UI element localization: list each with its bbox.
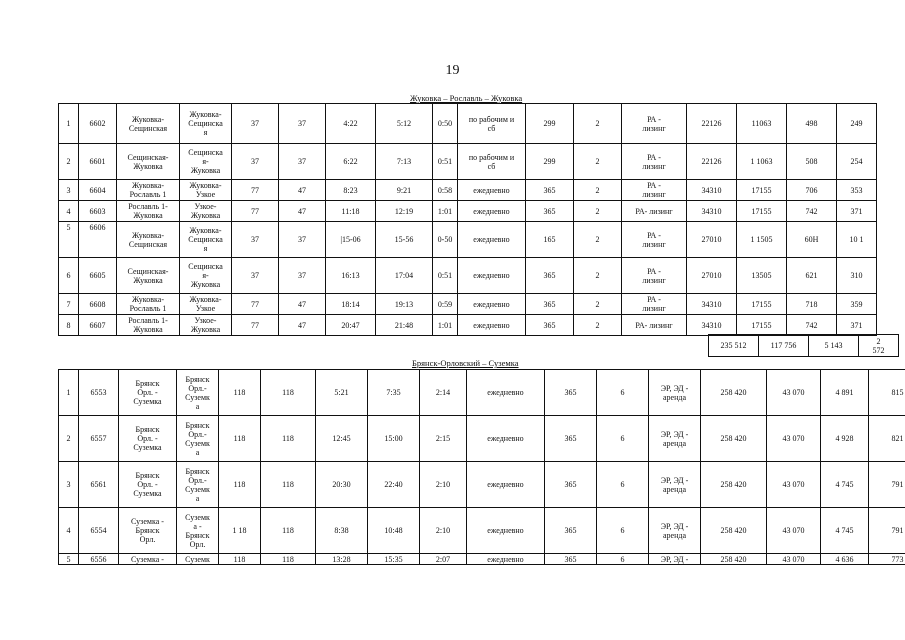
cell-value-c: 498 (787, 104, 837, 144)
cell-cars: 2 (574, 104, 622, 144)
cell-arrival-time: 7:13 (376, 144, 433, 180)
cell-cars: 2 (574, 144, 622, 180)
cell-row-number: 5 (59, 222, 79, 258)
cell-schedule: ежедневно (467, 416, 545, 462)
cell-departure-time: 20:30 (316, 462, 368, 508)
cell-schedule: по рабочим и сб (458, 104, 526, 144)
cell-cars: 6 (597, 416, 649, 462)
cell-row-number: 1 (59, 104, 79, 144)
cell-distance-paid-km: 47 (279, 201, 326, 222)
cell-value-d: 359 (837, 294, 877, 315)
cell-days-per-year: 365 (545, 462, 597, 508)
cell-route: Рославль 1- Жуковка (117, 201, 180, 222)
cell-days-per-year: 365 (526, 258, 574, 294)
cell-travel-time: 2:10 (420, 462, 467, 508)
cell-schedule: ежедневно (458, 258, 526, 294)
cell-rolling-stock: ЭР, ЭД - аренда (649, 508, 701, 554)
section-title-bryansk-suzemka: Брянск-Орловский – Суземка (412, 358, 519, 368)
cell-value-b: 13505 (737, 258, 787, 294)
cell-value-c: 60Н (787, 222, 837, 258)
cell-value-d: 254 (837, 144, 877, 180)
cell-cars: 2 (574, 201, 622, 222)
cell-departure-time: 20:47 (326, 315, 376, 336)
cell-value-a: 22126 (687, 144, 737, 180)
cell-route-segment: Узкое- Жуковка (180, 315, 232, 336)
cell-distance-km: 77 (232, 180, 279, 201)
cell-arrival-time: 15:35 (368, 554, 420, 565)
cell-distance-paid-km: 118 (261, 462, 316, 508)
cell-cars: 6 (597, 370, 649, 416)
cell-value-a: 34310 (687, 294, 737, 315)
cell-schedule: ежедневно (467, 462, 545, 508)
cell-distance-km: 37 (232, 144, 279, 180)
cell-train-number: 6557 (79, 416, 119, 462)
cell-schedule: ежедневно (458, 294, 526, 315)
cell-train-number: 6608 (79, 294, 117, 315)
cell-distance-km: 77 (232, 315, 279, 336)
cell-row-number: 6 (59, 258, 79, 294)
cell-schedule: ежедневно (458, 222, 526, 258)
cell-value-b: 43 070 (767, 370, 821, 416)
cell-rolling-stock: РА - лизинг (622, 294, 687, 315)
table-row (59, 315, 877, 336)
table-row (59, 370, 905, 416)
section-title-zhukovka-roslavl: Жуковка – Рославль – Жуковка (410, 93, 523, 103)
cell-departure-time: 8:38 (316, 508, 368, 554)
totals-table (708, 334, 899, 357)
cell-departure-time: 8:23 (326, 180, 376, 201)
cell-train-number: 6553 (79, 370, 119, 416)
cell-value-b: 43 070 (767, 554, 821, 565)
cell-distance-paid-km: 37 (279, 258, 326, 294)
cell-value-a: 34310 (687, 180, 737, 201)
cell-days-per-year: 365 (526, 294, 574, 315)
table-row (59, 104, 877, 144)
cell-travel-time: 1:01 (433, 315, 458, 336)
cell-arrival-time: 19:13 (376, 294, 433, 315)
cell-value-c: 742 (787, 201, 837, 222)
cell-departure-time: |15-06 (326, 222, 376, 258)
cell-route: Сещинская- Жуковка (117, 258, 180, 294)
cell-value-a: 27010 (687, 258, 737, 294)
cell-value-c: 718 (787, 294, 837, 315)
cell-distance-paid-km: 118 (261, 508, 316, 554)
cell-value-d: 353 (837, 180, 877, 201)
cell-distance-km: 37 (232, 258, 279, 294)
cell-train-number: 6603 (79, 201, 117, 222)
cell-route-segment: Жуковка- Узкое (180, 294, 232, 315)
cell-schedule: ежедневно (458, 180, 526, 201)
table-row (59, 508, 905, 554)
cell-distance-km: 118 (219, 370, 261, 416)
cell-route-segment: Брянск Орл.- Суземк а (177, 370, 219, 416)
cell-route: Брянск Орл. - Суземка (119, 462, 177, 508)
cell-value-c: 4 636 (821, 554, 869, 565)
cell-value-c: 4 745 (821, 462, 869, 508)
cell-row-number: 2 (59, 416, 79, 462)
cell-distance-km: 118 (219, 554, 261, 565)
cell-value-b: 17155 (737, 294, 787, 315)
cell-value-c: 508 (787, 144, 837, 180)
cell-rolling-stock: РА - лизинг (622, 144, 687, 180)
cell-travel-time: 0:51 (433, 258, 458, 294)
schedule-table-bryansk-suzemka (58, 369, 905, 565)
total-cell: 5 143 (809, 335, 859, 357)
cell-train-number: 6602 (79, 104, 117, 144)
cell-value-d: 773 (869, 554, 905, 565)
table-row (59, 294, 877, 315)
cell-train-number: 6605 (79, 258, 117, 294)
cell-route-segment: Жуковка- Сещинска я (180, 222, 232, 258)
cell-days-per-year: 365 (545, 508, 597, 554)
cell-distance-paid-km: 47 (279, 180, 326, 201)
cell-days-per-year: 299 (526, 144, 574, 180)
cell-value-a: 27010 (687, 222, 737, 258)
cell-arrival-time: 21:48 (376, 315, 433, 336)
cell-value-d: 815 (869, 370, 905, 416)
cell-value-c: 4 928 (821, 416, 869, 462)
cell-rolling-stock: ЭР, ЭД - аренда (649, 462, 701, 508)
cell-route: Рославль 1- Жуковка (117, 315, 180, 336)
cell-route: Жуковка- Сещинская (117, 104, 180, 144)
cell-row-number: 2 (59, 144, 79, 180)
cell-route: Суземка - (119, 554, 177, 565)
table-row (59, 462, 905, 508)
cell-schedule: ежедневно (467, 370, 545, 416)
cell-route: Суземка - Брянск Орл. (119, 508, 177, 554)
cell-distance-paid-km: 118 (261, 416, 316, 462)
cell-value-d: 371 (837, 201, 877, 222)
cell-row-number: 7 (59, 294, 79, 315)
cell-train-number: 6604 (79, 180, 117, 201)
cell-distance-km: 77 (232, 294, 279, 315)
cell-departure-time: 6:22 (326, 144, 376, 180)
cell-value-d: 371 (837, 315, 877, 336)
cell-value-b: 1 1505 (737, 222, 787, 258)
cell-value-a: 34310 (687, 201, 737, 222)
cell-travel-time: 0:51 (433, 144, 458, 180)
cell-cars: 6 (597, 462, 649, 508)
cell-value-b: 43 070 (767, 462, 821, 508)
cell-cars: 2 (574, 180, 622, 201)
cell-value-b: 43 070 (767, 508, 821, 554)
cell-departure-time: 11:18 (326, 201, 376, 222)
cell-route-segment: Узкое- Жуковка (180, 201, 232, 222)
cell-train-number: 6606 (79, 222, 117, 258)
cell-rolling-stock: РА- лизинг (622, 201, 687, 222)
cell-travel-time: 0:58 (433, 180, 458, 201)
page-number: 19 (445, 63, 460, 78)
cell-value-a: 258 420 (701, 462, 767, 508)
cell-departure-time: 13:28 (316, 554, 368, 565)
cell-cars: 6 (597, 554, 649, 565)
cell-route: Жуковка- Рославль 1 (117, 294, 180, 315)
cell-row-number: 8 (59, 315, 79, 336)
cell-distance-paid-km: 37 (279, 222, 326, 258)
cell-value-d: 310 (837, 258, 877, 294)
cell-days-per-year: 365 (526, 201, 574, 222)
cell-rolling-stock: ЭР, ЭД - (649, 554, 701, 565)
cell-schedule: по рабочим и сб (458, 144, 526, 180)
cell-distance-km: 77 (232, 201, 279, 222)
cell-rolling-stock: ЭР, ЭД - аренда (649, 370, 701, 416)
cell-route-segment: Жуковка- Сещинска я (180, 104, 232, 144)
cell-cars: 2 (574, 258, 622, 294)
cell-travel-time: 0-50 (433, 222, 458, 258)
cell-value-b: 17155 (737, 180, 787, 201)
cell-train-number: 6607 (79, 315, 117, 336)
cell-route: Брянск Орл. - Суземка (119, 416, 177, 462)
schedule-table-zhukovka-roslavl (58, 103, 877, 336)
cell-route: Жуковка- Сещинская (117, 222, 180, 258)
cell-route-segment: Суземк (177, 554, 219, 565)
cell-value-c: 4 745 (821, 508, 869, 554)
cell-route: Брянск Орл. - Суземка (119, 370, 177, 416)
cell-distance-km: 118 (219, 416, 261, 462)
cell-travel-time: 2:15 (420, 416, 467, 462)
cell-route: Жуковка- Рославль 1 (117, 180, 180, 201)
cell-value-d: 249 (837, 104, 877, 144)
cell-distance-paid-km: 118 (261, 554, 316, 565)
cell-distance-paid-km: 118 (261, 370, 316, 416)
cell-route-segment: Жуковка- Узкое (180, 180, 232, 201)
cell-route: Сещинская- Жуковка (117, 144, 180, 180)
cell-route-segment: Сещинска я- Жуковка (180, 144, 232, 180)
cell-distance-paid-km: 47 (279, 294, 326, 315)
cell-schedule: ежедневно (467, 554, 545, 565)
cell-route-segment: Брянск Орл.- Суземк а (177, 462, 219, 508)
cell-route-segment: Сещинска я- Жуковка (180, 258, 232, 294)
cell-value-a: 22126 (687, 104, 737, 144)
cell-days-per-year: 365 (545, 416, 597, 462)
cell-row-number: 4 (59, 508, 79, 554)
cell-train-number: 6601 (79, 144, 117, 180)
cell-value-a: 258 420 (701, 508, 767, 554)
table-row (59, 222, 877, 258)
cell-departure-time: 18:14 (326, 294, 376, 315)
cell-row-number: 5 (59, 554, 79, 565)
cell-departure-time: 5:21 (316, 370, 368, 416)
cell-value-c: 706 (787, 180, 837, 201)
cell-value-a: 258 420 (701, 554, 767, 565)
cell-schedule: ежедневно (458, 315, 526, 336)
total-cell: 235 512 (709, 335, 759, 357)
cell-days-per-year: 365 (545, 554, 597, 565)
cell-distance-paid-km: 37 (279, 104, 326, 144)
cell-days-per-year: 365 (526, 315, 574, 336)
cell-route-segment: Брянск Орл.- Суземк а (177, 416, 219, 462)
cell-arrival-time: 22:40 (368, 462, 420, 508)
cell-arrival-time: 15-56 (376, 222, 433, 258)
cell-value-d: 791 (869, 462, 905, 508)
cell-value-c: 4 891 (821, 370, 869, 416)
cell-days-per-year: 365 (526, 180, 574, 201)
cell-travel-time: 0:50 (433, 104, 458, 144)
table-row (59, 554, 905, 565)
cell-days-per-year: 299 (526, 104, 574, 144)
cell-departure-time: 12:45 (316, 416, 368, 462)
total-cell: 2 572 (859, 335, 899, 357)
cell-row-number: 4 (59, 201, 79, 222)
cell-travel-time: 2:14 (420, 370, 467, 416)
cell-rolling-stock: РА- лизинг (622, 315, 687, 336)
cell-distance-paid-km: 37 (279, 144, 326, 180)
cell-travel-time: 2:07 (420, 554, 467, 565)
cell-distance-paid-km: 47 (279, 315, 326, 336)
cell-schedule: ежедневно (467, 508, 545, 554)
cell-value-d: 821 (869, 416, 905, 462)
cell-departure-time: 16:13 (326, 258, 376, 294)
cell-cars: 2 (574, 294, 622, 315)
cell-value-a: 258 420 (701, 370, 767, 416)
cell-distance-km: 37 (232, 222, 279, 258)
cell-arrival-time: 9:21 (376, 180, 433, 201)
cell-schedule: ежедневно (458, 201, 526, 222)
cell-value-b: 17155 (737, 315, 787, 336)
cell-train-number: 6554 (79, 508, 119, 554)
cell-value-d: 10 1 (837, 222, 877, 258)
cell-rolling-stock: РА - лизинг (622, 104, 687, 144)
cell-cars: 2 (574, 315, 622, 336)
cell-arrival-time: 17:04 (376, 258, 433, 294)
total-cell: 117 756 (759, 335, 809, 357)
cell-row-number: 3 (59, 462, 79, 508)
cell-travel-time: 2:10 (420, 508, 467, 554)
cell-value-a: 34310 (687, 315, 737, 336)
cell-rolling-stock: РА - лизинг (622, 258, 687, 294)
table-row (59, 180, 877, 201)
cell-value-a: 258 420 (701, 416, 767, 462)
cell-train-number: 6556 (79, 554, 119, 565)
cell-value-b: 1 1063 (737, 144, 787, 180)
cell-arrival-time: 7:35 (368, 370, 420, 416)
cell-distance-km: 1 18 (219, 508, 261, 554)
cell-days-per-year: 365 (545, 370, 597, 416)
cell-value-b: 43 070 (767, 416, 821, 462)
cell-row-number: 1 (59, 370, 79, 416)
cell-arrival-time: 10:48 (368, 508, 420, 554)
cell-arrival-time: 12:19 (376, 201, 433, 222)
table-row (59, 201, 877, 222)
cell-distance-km: 37 (232, 104, 279, 144)
cell-travel-time: 0:59 (433, 294, 458, 315)
cell-train-number: 6561 (79, 462, 119, 508)
cell-rolling-stock: ЭР, ЭД - аренда (649, 416, 701, 462)
cell-cars: 2 (574, 222, 622, 258)
cell-departure-time: 4:22 (326, 104, 376, 144)
cell-value-b: 17155 (737, 201, 787, 222)
cell-value-d: 791 (869, 508, 905, 554)
cell-value-c: 742 (787, 315, 837, 336)
cell-value-c: 621 (787, 258, 837, 294)
cell-arrival-time: 15:00 (368, 416, 420, 462)
table-row (59, 144, 877, 180)
table-row (59, 416, 905, 462)
cell-distance-km: 118 (219, 462, 261, 508)
cell-route-segment: Суземк а - Брянск Орл. (177, 508, 219, 554)
cell-cars: 6 (597, 508, 649, 554)
cell-rolling-stock: РА - лизинг (622, 180, 687, 201)
cell-rolling-stock: РА - лизинг (622, 222, 687, 258)
cell-travel-time: 1:01 (433, 201, 458, 222)
cell-arrival-time: 5:12 (376, 104, 433, 144)
cell-days-per-year: 165 (526, 222, 574, 258)
table-row (59, 258, 877, 294)
cell-row-number: 3 (59, 180, 79, 201)
cell-value-b: 11063 (737, 104, 787, 144)
